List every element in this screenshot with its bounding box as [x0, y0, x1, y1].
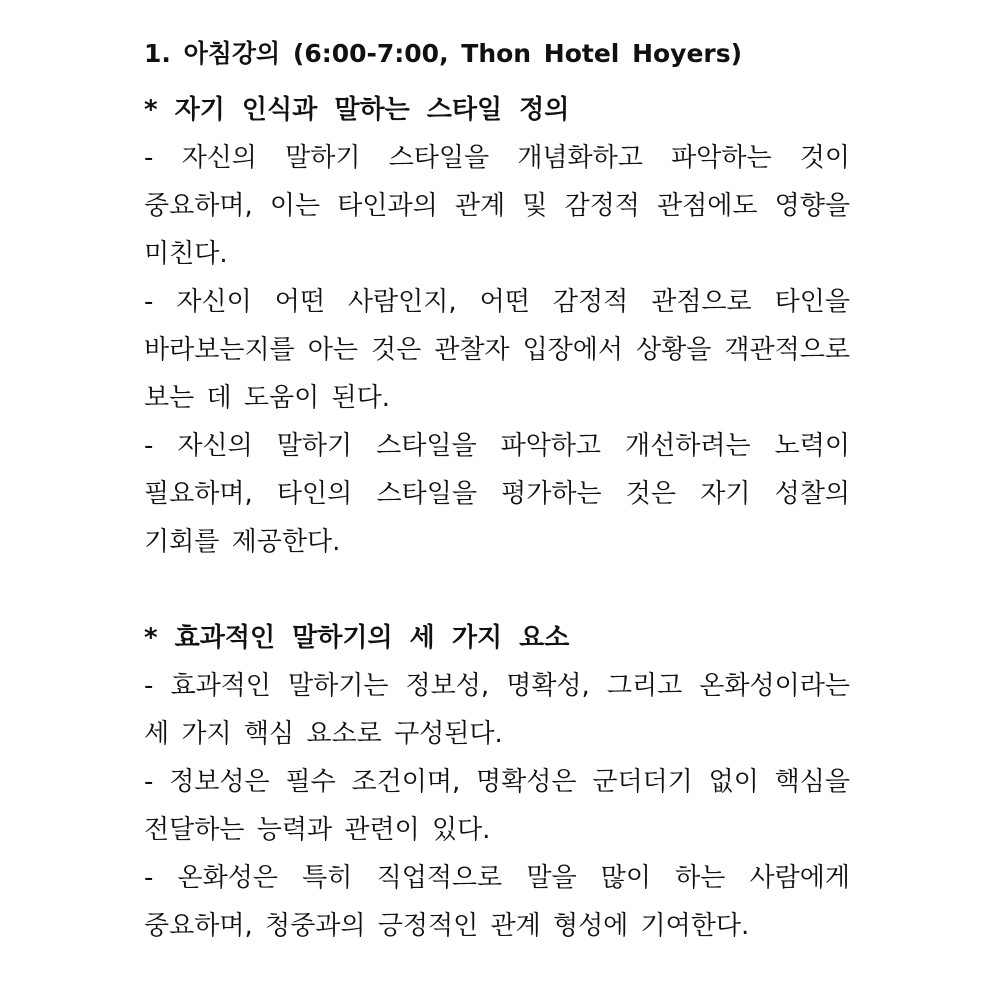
bullet-paragraph: - 정보성은 필수 조건이며, 명확성은 군더더기 없이 핵심을 전달하는 능력과 관련이 있다.: [144, 767, 850, 845]
section-heading: * 효과적인 말하기의 세 가지 요소: [144, 623, 570, 653]
bullet-paragraph: - 효과적인 말하기는 정보성, 명확성, 그리고 온화성이라는 세 가지 핵심 요소로 구성된다.: [144, 671, 850, 749]
section-self-awareness: [144, 86, 850, 566]
bullet-paragraph: - 자신이 어떤 사람인지, 어떤 감정적 관점으로 타인을 바라보는지를 아는 것은 관찰자 입장에서 상황을 객관적으로 보는 데 도움이 된다.: [144, 287, 850, 413]
bullet-paragraph: - 자신의 말하기 스타일을 개념화하고 파악하는 것이 중요하며, 이는 타인과의 관계 및 감정적 관점에도 영향을 미친다.: [144, 143, 850, 269]
section-heading: * 자기 인식과 말하는 스타일 정의: [144, 95, 570, 125]
bullet-paragraph: - 자신의 말하기 스타일을 파악하고 개선하려는 노력이 필요하며, 타인의 스타일을 평가하는 것은 자기 성찰의 기회를 제공한다.: [144, 431, 850, 557]
lecture-title: 1. 아침강의 (6:00-7:00, Thon Hotel Hoyers): [144, 39, 743, 68]
bullet-paragraph: - 온화성은 특히 직업적으로 말을 많이 하는 사람에게 중요하며, 청중과의 긍정적인 관계 형성에 기여한다.: [144, 863, 850, 941]
section-effective-speaking: [144, 614, 850, 950]
document-page: [144, 30, 850, 950]
